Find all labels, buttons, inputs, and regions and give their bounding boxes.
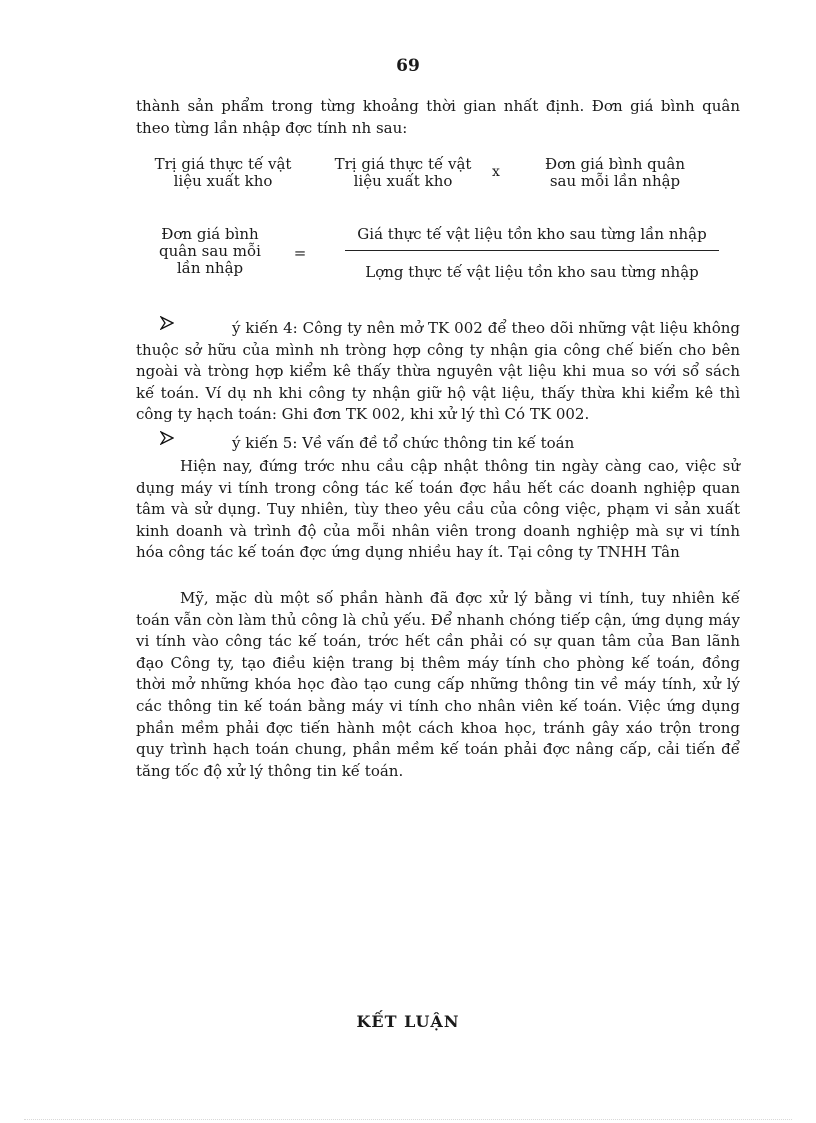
intro-line-1: thành sản phẩm trong từng khoảng thời gian nhất định. Đơn giá bình quân [136,97,740,115]
bottom-divider [24,1119,792,1120]
arrow-bullet-icon [160,316,174,330]
formula2-numerator: Giá thực tế vật liệu tồn kho sau từng lần nhập [357,225,707,243]
formula1-mid-line1: Trị giá thực tế vật [334,155,472,173]
arrow-bullet-icon [160,431,174,445]
formula2-left-line1: Đơn giá bình [161,225,259,243]
formula2-left-term [140,226,280,277]
opinion4-block [136,318,740,426]
opinion5-paragraph-1: Hiện nay, đứng trớc nhu cầu cập nhật thông tin ngày càng cao, việc sử dụng máy vi tính trong công tác kế toán đợc hầu hết các doanh nghiệp quan tâm và sử dụng. Tuy nhiên, tùy theo yêu cầu của công việc, phạm vi sản xuất kinh doanh và trình độ của mỗi nhân viên trong doanh nghiệp mà sự vi tính hóa công tác kế toán đợc ứng dụng nhiều hay ít. Tại công ty TNHH Tân [136,457,740,562]
intro-paragraph [136,96,740,139]
formula2-left-line2: quân sau mỗi [159,242,261,260]
formula2-left-line3: lần nhập [176,259,244,277]
formula1-right-line2: sau mỗi lần nhập [549,172,681,190]
formula1-mid-line2: liệu xuất kho [353,172,453,190]
formula1-right-term [530,156,700,190]
equals-sign: = [293,244,307,262]
fraction-bar [345,250,719,251]
multiply-operator: x [492,164,500,180]
formula1-right-line1: Đơn giá bình quân [544,155,686,173]
conclusion-heading: KẾT LUẬN [356,1012,460,1031]
intro-line-2: theo từng lần nhập đợc tính nh sau: [136,118,408,137]
opinion5-title-row [136,433,740,455]
opinion4-text: ý kiến 4: Công ty nên mở TK 002 để theo dõi những vật liệu không thuộc sở hữu của mình nh tròng hợp công ty nhận gia công chế biến cho bên ngoài và tròng hợp kiểm kê thấy thừa nguyên vật liệu khi mua so với sổ sách kế toán. Ví dụ nh khi công ty nhận giữ hộ vật liệu, thấy thừa khi kiểm kê thì công ty hạch toán: Ghi đơn TK 002, khi xử lý thì Có TK 002. [136,319,740,424]
formula1-left-term [140,156,306,190]
opinion5-title: ý kiến 5: Về vấn đề tổ chức thông tin kế toán [232,434,575,452]
opinion5-paragraph-2: Mỹ, mặc dù một số phần hành đã đợc xử lý bằng vi tính, tuy nhiên kế toán vẫn còn làm thủ công là chủ yếu. Để nhanh chóng tiếp cận, ứng dụng máy vi tính vào công tác kế toán, trớc hết cần phải có sự quan tâm của Ban lãnh đạo Công ty, tạo điều kiện trang bị thêm máy tính cho phòng kế toán, đồng thời mở những khóa học đào tạo cung cấp những thông tin về máy tính, xử lý các thông tin kế toán bằng máy vi tính cho nhân viên kế toán. Việc ứng dụng phần mềm phải đợc tiến hành một cách khoa học, tránh gây xáo trộn trong quy trình hạch toán chung, phần mềm kế toán phải đợc nâng cấp, cải tiến để tăng tốc độ xử lý thông tin kế toán. [136,589,740,780]
formula1-left-line2: liệu xuất kho [173,172,273,190]
formula1-mid-term [320,156,486,190]
page-number: 69 [396,56,420,76]
formula1-left-line1: Trị giá thực tế vật [154,155,292,173]
formula2-denominator: Lợng thực tế vật liệu tồn kho sau từng nhập [365,263,699,281]
